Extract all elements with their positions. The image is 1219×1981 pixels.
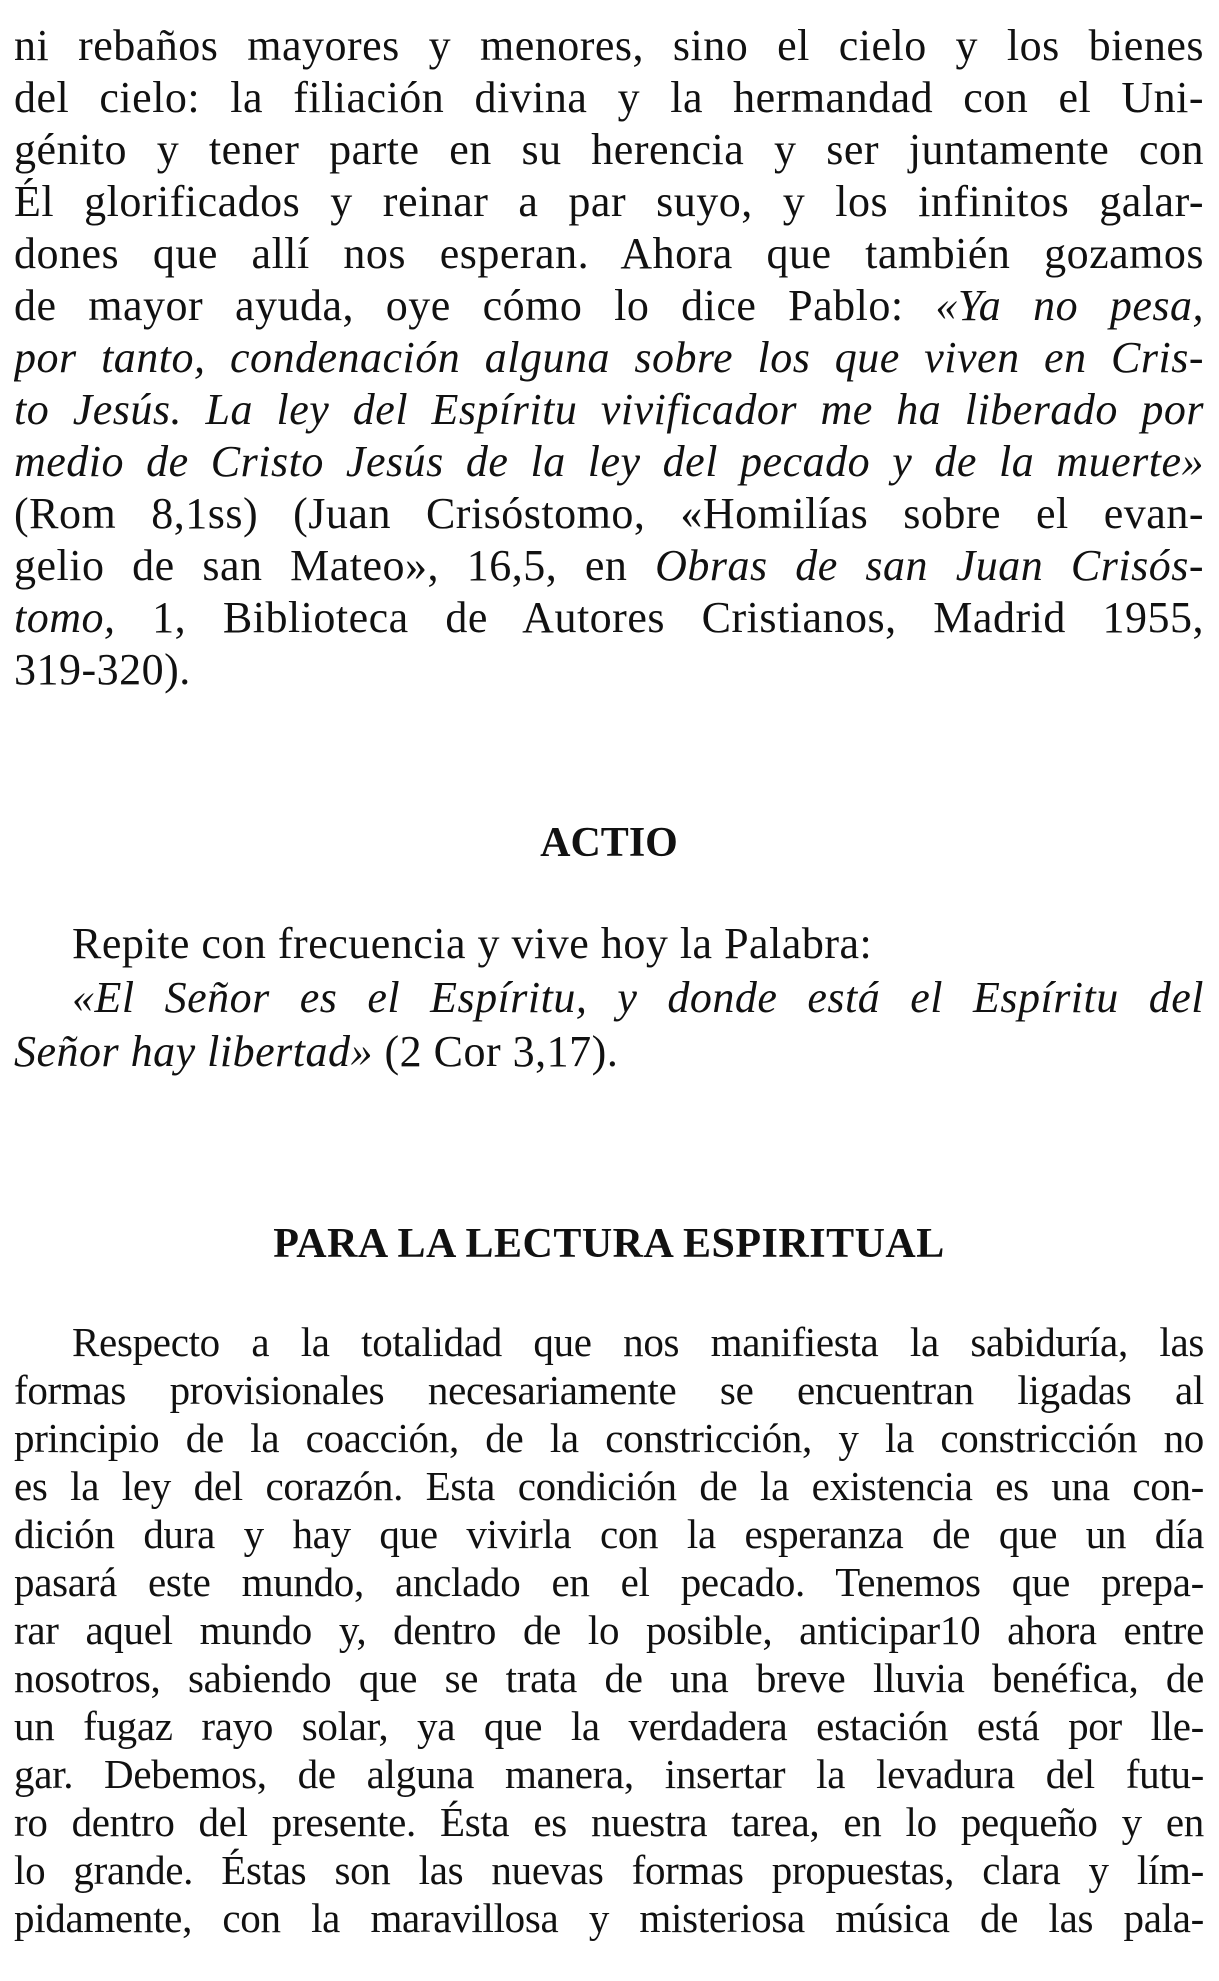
text-line [14,540,1204,592]
text-segment: gelio de san Mateo», 16,5, en [14,541,656,590]
text-line [14,176,1204,228]
text-line [14,1558,1204,1606]
italic-text-segment: por tanto, condenación alguna sobre los que viven en Cris- [14,333,1204,382]
text-segment: ro dentro del presente. Ésta es nuestra tarea, en lo pequeño y en [14,1799,1204,1845]
paragraph-lectura-espiritual [14,1318,1204,1942]
italic-text-segment: medio de Cristo Jesús de la ley del pecado y de la muerte» [14,437,1204,486]
text-line [14,1846,1204,1894]
text-segment: 1, Biblioteca de Autores Cristianos, Madrid 1955, [115,593,1204,642]
text-line [14,1462,1204,1510]
actio-line-3 [14,1025,1204,1079]
text-segment: Repite con frecuencia y vive hoy la Palabra: [72,919,873,968]
text-segment: (Rom 8,1ss) (Juan Crisóstomo, «Homilías sobre el evan- [14,489,1204,538]
text-line [14,1318,1204,1366]
text-segment: lo grande. Éstas son las nuevas formas propuestas, clara y lím- [14,1847,1204,1893]
book-page [14,0,1204,1981]
italic-text-segment: tomo, [14,593,116,642]
text-line [14,1798,1204,1846]
text-segment: un fugaz rayo solar, ya que la verdadera estación está por lle- [14,1703,1204,1749]
italic-text-segment: to Jesús. La ley del Espíritu vivificador me ha liberado por [14,385,1204,434]
text-segment: del cielo: la filiación divina y la hermandad con el Uni- [14,73,1204,122]
text-line [14,228,1204,280]
text-line [14,124,1204,176]
text-segment: 319-320). [14,645,191,694]
text-segment: ni rebaños mayores y menores, sino el cielo y los bienes [14,21,1204,70]
text-line [14,280,1204,332]
text-line [14,1702,1204,1750]
text-line [14,384,1204,436]
text-line [14,644,1204,696]
text-segment: Él glorificados y reinar a par suyo, y los infinitos galar- [14,177,1204,226]
italic-text-segment: Obras de san Juan Crisós- [655,541,1204,590]
text-line [14,1894,1204,1942]
text-segment: Respecto a la totalidad que nos manifiesta la sabiduría, las [72,1319,1204,1365]
paragraph-quote-continuation [14,20,1204,696]
heading-actio: ACTIO [540,820,678,866]
text-segment: dición dura y hay que vivirla con la esperanza de que un día [14,1511,1204,1557]
text-segment: gar. Debemos, de alguna manera, insertar la levadura del futu- [14,1751,1204,1797]
text-segment: pasará este mundo, anclado en el pecado. Tenemos que prepa- [14,1559,1204,1605]
text-segment: dones que allí nos esperan. Ahora que también gozamos [14,229,1204,278]
actio-line-1 [14,917,1204,971]
text-segment: formas provisionales necesariamente se encuentran ligadas al [14,1367,1204,1413]
actio-line-2 [14,971,1204,1025]
text-line [14,1414,1204,1462]
text-line [14,332,1204,384]
text-segment: es la ley del corazón. Esta condición de la existencia es una con- [14,1463,1204,1509]
text-line [14,1750,1204,1798]
text-segment: principio de la coacción, de la constricción, y la constricción no [14,1415,1204,1461]
text-segment: génito y tener parte en su herencia y ser juntamente con [14,125,1204,174]
text-line [14,1366,1204,1414]
text-line [14,20,1204,72]
text-segment: pidamente, con la maravillosa y misteriosa música de las pala- [14,1895,1204,1941]
text-segment: (2 Cor 3,17). [373,1027,619,1076]
heading-para-la-lectura-espiritual: PARA LA LECTURA ESPIRITUAL [273,1221,945,1267]
italic-text-segment: Señor hay libertad» [14,1027,374,1076]
text-segment: de mayor ayuda, oye cómo lo dice Pablo: [14,281,936,330]
italic-text-segment: «El Señor es el Espíritu, y donde está el Espíritu del [72,973,1204,1022]
italic-text-segment: «Ya no pesa, [935,281,1204,330]
text-line [14,592,1204,644]
text-line [14,72,1204,124]
text-segment: rar aquel mundo y, dentro de lo posible, anticipar10 ahora entre [14,1607,1204,1653]
actio-text [14,917,1204,1079]
text-line [14,1606,1204,1654]
text-line [14,1654,1204,1702]
text-line [14,1510,1204,1558]
text-line [14,436,1204,488]
text-segment: nosotros, sabiendo que se trata de una breve lluvia benéfica, de [14,1655,1204,1701]
text-line [14,488,1204,540]
